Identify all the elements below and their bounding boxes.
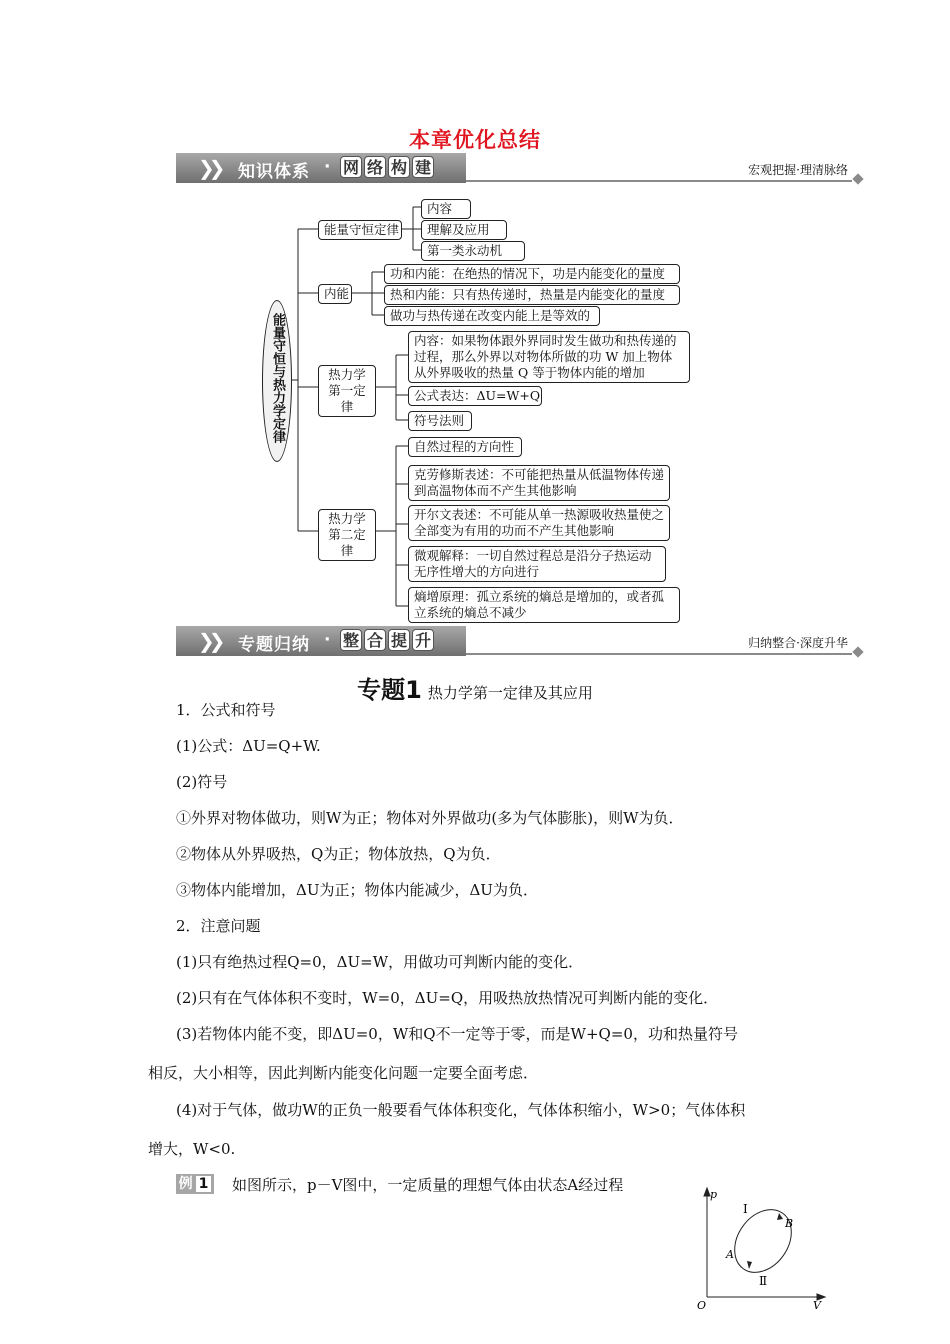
node-perpetual-motion: 第一类永动机 xyxy=(421,241,525,261)
node-entropy: 熵增原理：孤立系统的熵总是增加的，或者孤立系统的熵总不减少 xyxy=(408,587,680,623)
node-clausius: 克劳修斯表述：不可能把热量从低温物体传递到高温物体而不产生其他影响 xyxy=(408,465,670,501)
node-internal-energy: 内能 xyxy=(318,284,352,304)
node-formula: 公式表达：ΔU=W+Q xyxy=(408,386,542,406)
text-line: 2．注意问题 xyxy=(176,917,261,935)
text-line: 1．公式和符号 xyxy=(176,701,276,719)
text-line: (3)若物体内能不变，即ΔU=0，W和Q不一定等于零，而是W+Q=0，功和热量符号 xyxy=(176,1025,738,1043)
section-banner-knowledge: ❯❯ 知识体系 · 网 络 构 建 宏观把握·理清脉络 xyxy=(176,153,866,183)
node-heat-energy: 热和内能：只有热传递时，热量是内能变化的量度 xyxy=(384,285,680,305)
chevron-icon: ❯❯ xyxy=(198,629,220,653)
node-microscopic: 微观解释：一切自然过程总是沿分子热运动无序性增大的方向进行 xyxy=(408,546,666,582)
process-label-1: Ⅰ xyxy=(743,1202,748,1216)
state-label-a: A xyxy=(726,1248,734,1261)
node-content: 内容 xyxy=(421,199,471,219)
banner-tagline: 宏观把握·理清脉络 xyxy=(748,163,848,177)
concept-map-root: 能量守恒与热力学定律 xyxy=(262,300,292,462)
y-axis-label: p xyxy=(710,1188,718,1201)
section-banner-topics: ❯❯ 专题归纳 · 整 合 提 升 归纳整合·深度升华 xyxy=(176,626,866,656)
node-equivalence: 做功与热传递在改变内能上是等效的 xyxy=(384,306,600,326)
example-text: 如图所示，p－V图中，一定质量的理想气体由状态A经过程 xyxy=(232,1176,624,1194)
topic-heading: 专题1 热力学第一定律及其应用 xyxy=(357,676,593,704)
x-axis-label: V xyxy=(813,1299,821,1310)
node-energy-conservation: 能量守恒定律 xyxy=(318,220,402,240)
banner-right-chars: 网 络 构 建 xyxy=(340,156,436,178)
node-first-law-content: 内容：如果物体跟外界同时发生做功和热传递的过程，那么外界以对物体所做的功 W 加上物体从外界吸收的热量 Q 等于物体内能的增加 xyxy=(408,331,690,383)
process-label-2: Ⅱ xyxy=(759,1274,768,1288)
banner-right-chars: 整 合 提 升 xyxy=(340,629,436,651)
origin-label: O xyxy=(697,1299,707,1310)
node-sign-rule: 符号法则 xyxy=(408,411,472,431)
text-line: (2)只有在气体体积不变时，W=0，ΔU=Q，用吸热放热情况可判断内能的变化． xyxy=(176,989,719,1007)
pv-diagram xyxy=(695,1185,830,1310)
text-line: (1)公式：ΔU=Q+W. xyxy=(176,737,321,755)
text-line: ①外界对物体做功，则W为正；物体对外界做功(多为气体膨胀)，则W为负． xyxy=(176,809,684,827)
banner-left-text: 知识体系 xyxy=(238,162,310,182)
node-understanding: 理解及应用 xyxy=(421,220,507,240)
page-title: 本章优化总结 xyxy=(409,127,541,152)
node-direction: 自然过程的方向性 xyxy=(408,437,522,457)
node-kelvin: 开尔文表述：不可能从单一热源吸收热量使之全部变为有用的功而不产生其他影响 xyxy=(408,505,670,541)
example-tag: 例 1 xyxy=(176,1174,214,1194)
text-line: (2)符号 xyxy=(176,773,228,791)
text-line: 增大，W<0. xyxy=(148,1140,236,1158)
node-second-law: 热力学第二定律 xyxy=(318,509,376,561)
node-first-law: 热力学第一定律 xyxy=(318,365,376,417)
state-label-b: B xyxy=(785,1217,794,1230)
banner-tagline: 归纳整合·深度升华 xyxy=(748,636,848,650)
text-line: ③物体内能增加，ΔU为正；物体内能减少，ΔU为负． xyxy=(176,881,538,899)
node-work-energy: 功和内能：在绝热的情况下，功是内能变化的量度 xyxy=(384,264,680,284)
chevron-icon: ❯❯ xyxy=(198,156,220,180)
banner-left-text: 专题归纳 xyxy=(238,635,310,655)
text-line: 相反，大小相等，因此判断内能变化问题一定要全面考虑． xyxy=(148,1064,539,1082)
text-line: (4)对于气体，做功W的正负一般要看气体体积变化，气体体积缩小，W>0；气体体积 xyxy=(176,1101,746,1119)
text-line: (1)只有绝热过程Q=0，ΔU=W，用做功可判断内能的变化． xyxy=(176,953,584,971)
text-line: ②物体从外界吸热，Q为正；物体放热，Q为负． xyxy=(176,845,501,863)
